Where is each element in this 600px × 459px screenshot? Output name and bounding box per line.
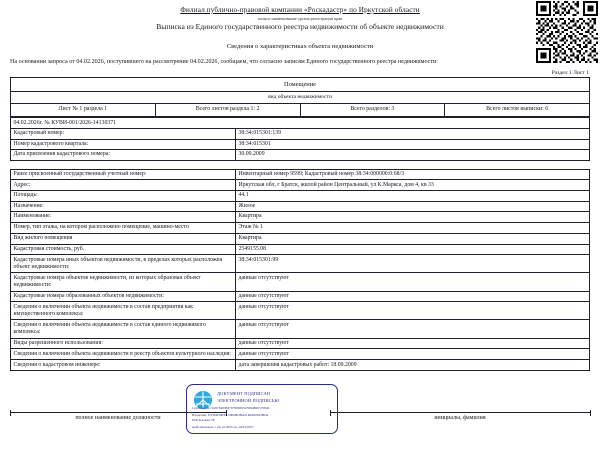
table-row xyxy=(11,222,590,233)
row-key: Адрес: xyxy=(11,180,236,191)
row-key: Назначение: xyxy=(11,201,236,212)
row-key: Сведения о включении объекта недвижимости в реестр объектов культурного наследия: xyxy=(11,349,236,360)
table-row xyxy=(11,255,590,273)
row-value: данные отсутствуют xyxy=(236,349,590,360)
row-value: Квартира xyxy=(236,212,590,223)
row-key: Сведения о включении объекта недвижимости в состав предприятия как имущественного комплекса: xyxy=(11,302,236,320)
table-row xyxy=(11,291,590,302)
row-key: Дата присвоения кадастрового номера: xyxy=(11,150,236,161)
row-value: данные отсутствуют xyxy=(236,273,590,291)
row-value: Жилое xyxy=(236,201,590,212)
table-row xyxy=(11,273,590,291)
table-row xyxy=(11,201,590,212)
row-key: Кадастровая стоимость, руб. xyxy=(11,244,236,255)
sheet-counter-3: Всего разделов: 3 xyxy=(300,103,445,117)
row-key: Кадастровые номера объектов недвижимости, из которых образован объект недвижимости: xyxy=(11,273,236,291)
object-type-value: Помещение xyxy=(11,78,590,92)
row-key: Сведения о включении объекта недвижимости в состав единого недвижимого комплекса: xyxy=(11,320,236,338)
electronic-signature-stamp xyxy=(186,384,338,434)
row-value: данные отсутствуют xyxy=(236,320,590,338)
table-row xyxy=(11,233,590,244)
basis-line: На основании запроса от 04.02.2026, поступившего на рассмотрение 04.02.2026, сообщаем, что согласно записям Единого государственного реестра недвижимости: xyxy=(10,58,438,65)
table-row xyxy=(11,360,590,371)
table-row xyxy=(11,212,590,223)
section-title: Сведения о характеристиках объекта недвижимости xyxy=(226,42,374,50)
stamp-owner-line-2: РОСКАДАСТР xyxy=(192,418,215,422)
row-value: 38:34:015301:139 xyxy=(236,129,590,140)
table-row xyxy=(11,150,590,161)
section-sheet-label: Раздел 1 Лист 1 xyxy=(551,69,589,76)
row-value: данные отсутствуют xyxy=(236,302,590,320)
document-number: 04.02.2026г. № КУВИ-001/2026-14130371 xyxy=(11,118,590,129)
row-value: Этаж № 1 xyxy=(236,222,590,233)
cadastral-number-table xyxy=(10,117,590,160)
row-key: Ранее присвоенный государственный учетный номер: xyxy=(11,169,236,180)
row-key: Виды разрешенного использования: xyxy=(11,338,236,349)
sheet-counter-4: Всего листов выписки: 6 xyxy=(445,103,590,117)
stamp-validity: Действителен: с 24.12.2025 по 19.03.2027 xyxy=(192,425,254,429)
document-title: Выписка из Единого государственного реестра недвижимости об объекте недвижимости xyxy=(156,22,444,32)
table-row xyxy=(11,139,590,150)
row-key: Вид жилого помещения xyxy=(11,233,236,244)
table-row xyxy=(11,180,590,191)
object-type-caption: вид объекта недвижимости xyxy=(11,91,590,103)
row-value: 44.1 xyxy=(236,191,590,202)
row-value: дата завершения кадастровых работ: 18.09.2009 xyxy=(236,360,590,371)
row-value: Иркутская обл, г Братск, жилой район Центральный, ул К.Маркса, дом 4, кв 33 xyxy=(236,180,590,191)
object-header-table xyxy=(10,77,590,117)
row-key: Наименование: xyxy=(11,212,236,223)
table-row xyxy=(11,169,590,180)
sheet-counter-1: Лист № 1 раздела 1 xyxy=(11,103,156,117)
stamp-title-line-1: ДОКУМЕНТ ПОДПИСАН xyxy=(217,390,271,396)
sheet-counter-2: Всего листов раздела 1: 2 xyxy=(155,103,300,117)
row-key: Кадастровые номера образованных объектов недвижимости: xyxy=(11,291,236,302)
stamp-certificate: Сертификат: 029734838470798065523084860375840 xyxy=(192,406,270,410)
signature-rule-name xyxy=(330,412,590,413)
name-caption: инициалы, фамилия xyxy=(434,414,486,421)
row-value: Инвентарный номер 9599; Кадастровый номер 38:34:000000:0:68/3 xyxy=(236,169,590,180)
stamp-owner-line-1: Владелец: ПУБЛИЧНО-ПРАВОВАЯ КОМПАНИЯ xyxy=(192,412,268,417)
stamp-title-line-2: ЭЛЕКТРОННОЙ ПОДПИСЬЮ xyxy=(217,397,280,403)
row-value: 2549155.08 xyxy=(236,244,590,255)
table-row xyxy=(11,302,590,320)
row-value: 30.09.2009 xyxy=(236,150,590,161)
organization-name: Филиал публично-правовой компании «Роскадастр» по Иркутской области xyxy=(180,6,420,14)
row-key: Номер, тип этажа, на котором расположено помещение, машино-место xyxy=(11,222,236,233)
table-row xyxy=(11,338,590,349)
row-value: данные отсутствуют xyxy=(236,338,590,349)
row-value: Квартира xyxy=(236,233,590,244)
table-spacer xyxy=(10,161,590,169)
object-details-table xyxy=(10,169,590,371)
position-caption: полное наименование должности xyxy=(75,414,161,421)
organization-caption: полное наименование органа регистрации прав xyxy=(257,15,343,21)
row-key: Площадь: xyxy=(11,191,236,202)
row-key: Номер кадастрового квартала: xyxy=(11,139,236,150)
row-value: данные отсутствуют xyxy=(236,291,590,302)
row-key: Кадастровые номера иных объектов недвижимости, в пределах которых расположен объект недвижимости: xyxy=(11,255,236,273)
document-header xyxy=(10,6,590,50)
row-key: Сведения о кадастровом инженере: xyxy=(11,360,236,371)
table-row xyxy=(11,320,590,338)
row-value: 38:34:015301 xyxy=(236,139,590,150)
table-row xyxy=(11,129,590,140)
table-row xyxy=(11,244,590,255)
table-row xyxy=(11,349,590,360)
row-key: Кадастровый номер: xyxy=(11,129,236,140)
row-value: 38:34:015301:99 xyxy=(236,255,590,273)
table-row xyxy=(11,191,590,202)
